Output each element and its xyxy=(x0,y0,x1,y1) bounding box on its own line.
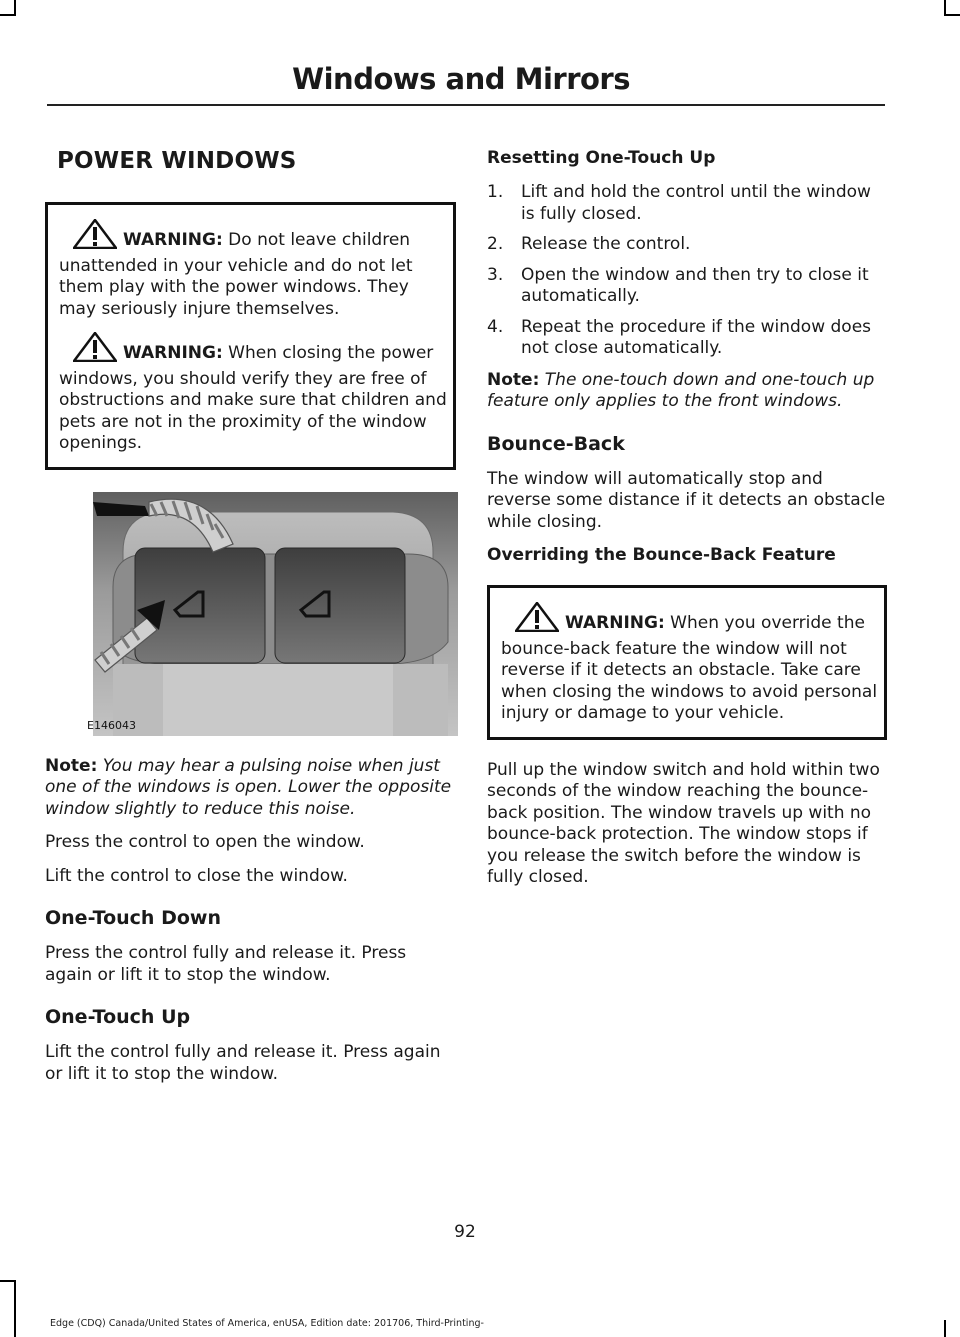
crop-mark xyxy=(944,14,960,16)
list-item: 3. Open the window and then try to close it automatically. xyxy=(487,264,869,306)
list-item: 4. Repeat the procedure if the window does not close automatically. xyxy=(487,316,872,358)
note-paragraph xyxy=(45,756,456,821)
figure-code: E146043 xyxy=(87,718,136,732)
crop-mark xyxy=(14,1280,16,1337)
note-label: Note: xyxy=(487,369,540,390)
list-item: 1. Lift and hold the control until the window is fully closed. xyxy=(487,182,871,224)
paragraph-press: Press the control to open the window. xyxy=(45,832,365,852)
warning-label: WARNING: xyxy=(565,613,665,633)
paragraph-lift: Lift the control to close the window. xyxy=(45,865,348,886)
warning-box xyxy=(45,202,456,470)
warning-triangle-icon xyxy=(73,219,117,256)
paragraph-one-touch-down: Press the control fully and release it. Press again or lift it to stop the window. xyxy=(45,943,407,985)
window-switch-drawing xyxy=(93,492,458,736)
paragraph-override: Pull up the window switch and hold within two seconds of the window reaching the bounce-back position. The window travels up with no bounce-back protection. The window stops if you release the switch before the window is fully closed. xyxy=(487,759,880,887)
warning-item xyxy=(59,332,449,455)
left-column xyxy=(45,140,456,1097)
heading-one-touch-down: One-Touch Down xyxy=(45,907,221,929)
footer-text: Edge (CDQ) Canada/United States of America, enUSA, Edition date: 201706, Third-Printing- xyxy=(50,1318,484,1329)
crop-mark xyxy=(0,14,16,16)
page-number: 92 xyxy=(454,1222,476,1242)
paragraph-one-touch-up: Lift the control fully and release it. Press again or lift it to stop the window. xyxy=(45,1042,441,1084)
page-header-title: Windows and Mirrors xyxy=(292,62,630,96)
note-text: You may hear a pulsing noise when just one of the windows is open. Lower the opposite window slightly to reduce this noise. xyxy=(45,755,452,819)
heading-bounce-back: Bounce-Back xyxy=(487,432,625,455)
crop-mark xyxy=(944,1320,946,1337)
warning-box xyxy=(487,585,887,740)
heading-one-touch-up: One-Touch Up xyxy=(45,1006,191,1028)
note-paragraph xyxy=(487,370,887,413)
note-label: Note: xyxy=(45,755,98,776)
warning-item xyxy=(59,219,449,320)
crop-mark xyxy=(0,1280,16,1282)
window-switch-illustration xyxy=(87,492,458,736)
warning-item xyxy=(501,602,880,725)
note-text: The one-touch down and one-touch up feature only applies to the front windows. xyxy=(487,369,875,411)
warning-text: Do not leave children unattended in your vehicle and do not let them play with the power windows. They may seriously injure themselves. xyxy=(59,230,413,319)
list-item: 2. Release the control. xyxy=(487,234,691,254)
paragraph-bounce-back: The window will automatically stop and reverse some distance if it detects an obstacle while closing. xyxy=(487,468,886,532)
steps-list xyxy=(487,182,887,360)
heading-override: Overriding the Bounce-Back Feature xyxy=(487,545,836,565)
section-title: POWER WINDOWS xyxy=(57,148,297,174)
header-divider xyxy=(47,104,885,106)
warning-text: When closing the power windows, you should verify they are free of obstructions and make sure that children and pets are not in the proximity of the window openings. xyxy=(59,343,447,453)
warning-label: WARNING: xyxy=(123,230,223,250)
heading-resetting: Resetting One-Touch Up xyxy=(487,148,716,168)
warning-triangle-icon xyxy=(515,602,559,639)
warning-triangle-icon xyxy=(73,332,117,369)
right-column xyxy=(487,140,887,901)
warning-text: When you override the bounce-back feature the window will not reverse if it detects an obstacle. Take care when closing the windows to avoid personal injury or damage to your vehicle. xyxy=(501,613,878,723)
warning-label: WARNING: xyxy=(123,343,223,363)
